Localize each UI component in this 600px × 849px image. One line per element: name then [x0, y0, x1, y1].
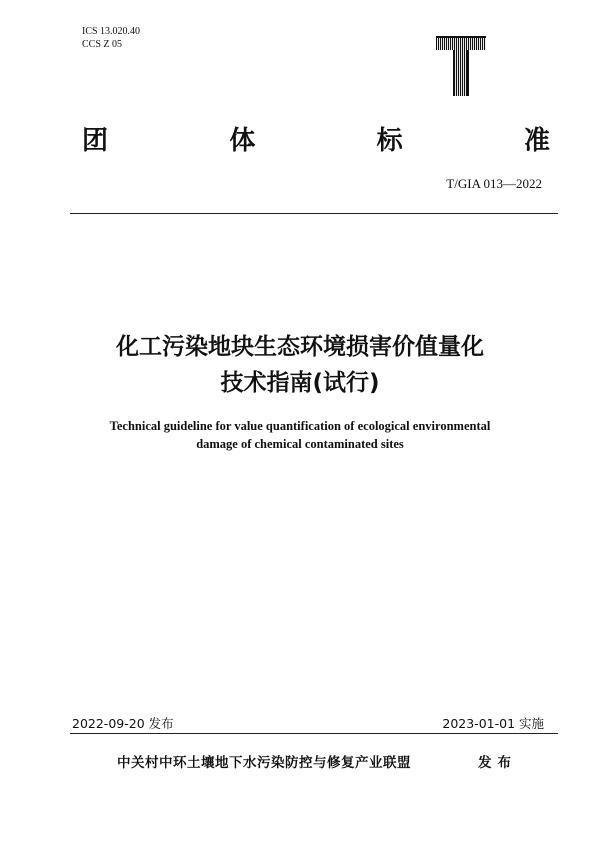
category-char: 体: [229, 126, 258, 156]
publisher-name: 中关村中环土壤地下水污染防控与修复产业联盟: [117, 755, 411, 771]
category-char: 标: [376, 126, 405, 156]
title-english-line2: damage of chemical contaminated sites: [196, 437, 404, 451]
ics-code: ICS 13.020.40: [82, 26, 141, 37]
top-divider: [70, 213, 558, 214]
standard-type-logo: [436, 36, 486, 96]
ccs-code: CCS Z 05: [82, 39, 123, 50]
bottom-divider: [70, 733, 558, 734]
title-chinese-line2: 技术指南(试行): [220, 370, 380, 396]
publish-action: 发布: [478, 755, 517, 771]
title-chinese-line1: 化工污染地块生态环境损害价值量化: [116, 334, 484, 360]
t-logo-icon: [436, 36, 486, 96]
implementation-date: 2023-01-01 实施: [442, 716, 544, 731]
category-char: 准: [523, 126, 552, 156]
classification-codes: [82, 25, 140, 51]
category-char: 团: [82, 126, 111, 156]
issue-date: 2022-09-20 发布: [72, 716, 174, 731]
standard-category: [82, 120, 552, 160]
standard-number: T/GIA 013—2022: [446, 176, 542, 191]
title-english-line1: Technical guideline for value quantification of ecological environmental: [109, 419, 491, 433]
